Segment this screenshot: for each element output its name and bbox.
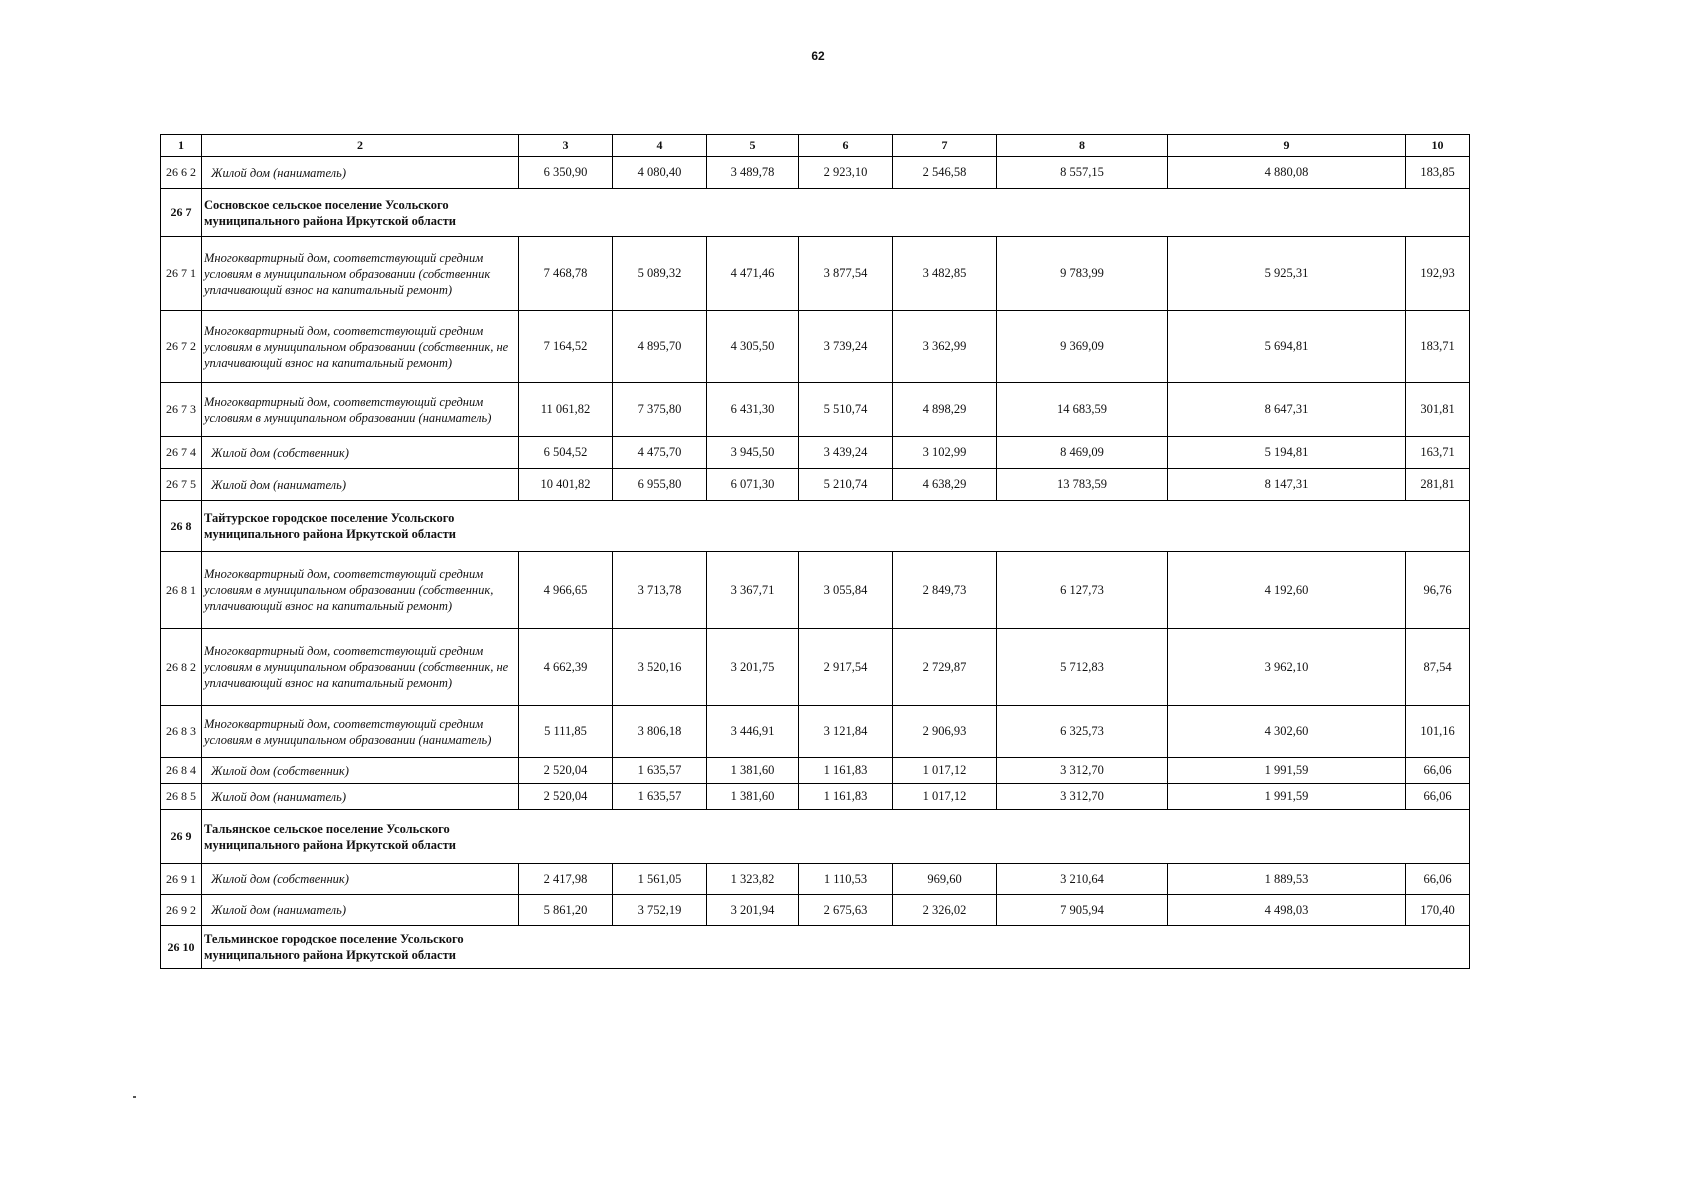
value-col-3: 11 061,82: [519, 383, 613, 437]
value-col-6: 3 439,24: [799, 437, 893, 469]
value-col-5: 3 367,71: [707, 552, 799, 629]
value-col-3: 5 111,85: [519, 706, 613, 758]
value-col-9: 3 962,10: [1168, 629, 1406, 706]
value-col-10: 66,06: [1406, 864, 1470, 895]
row-description: Многоквартирный дом, соответствующий средним условиям в муниципальном образовании (собственник, уплачивающий взнос на капитальный ремонт): [202, 552, 519, 629]
header-row: [161, 135, 1470, 157]
section-title-cell: [202, 501, 1470, 552]
section-title: Тальянское сельское поселение Усольского муниципального района Иркутской области: [204, 821, 456, 852]
value-col-6: 1 161,83: [799, 758, 893, 784]
value-col-7: 1 017,12: [893, 758, 997, 784]
value-col-3: 4 662,39: [519, 629, 613, 706]
header-col-8: 8: [997, 135, 1168, 157]
section-number: 26 9: [161, 810, 202, 864]
row-number: 26 6 2: [161, 157, 202, 189]
value-col-5: 3 945,50: [707, 437, 799, 469]
header-col-9: 9: [1168, 135, 1406, 157]
header-col-5: 5: [707, 135, 799, 157]
value-col-10: 183,85: [1406, 157, 1470, 189]
value-col-9: 4 880,08: [1168, 157, 1406, 189]
value-col-6: 3 877,54: [799, 237, 893, 311]
value-col-10: 192,93: [1406, 237, 1470, 311]
value-col-3: 7 164,52: [519, 311, 613, 383]
value-col-9: 5 925,31: [1168, 237, 1406, 311]
value-col-6: 5 510,74: [799, 383, 893, 437]
header-col-10: 10: [1406, 135, 1470, 157]
row-description: Жилой дом (собственник): [202, 437, 519, 469]
value-col-8: 3 210,64: [997, 864, 1168, 895]
value-col-10: 183,71: [1406, 311, 1470, 383]
value-col-5: 3 489,78: [707, 157, 799, 189]
value-col-7: 4 898,29: [893, 383, 997, 437]
row-number: 26 9 2: [161, 895, 202, 926]
value-col-4: 5 089,32: [613, 237, 707, 311]
value-col-5: 4 471,46: [707, 237, 799, 311]
header-col-4: 4: [613, 135, 707, 157]
row-number: 26 7 3: [161, 383, 202, 437]
row-description: Жилой дом (собственник): [202, 864, 519, 895]
row-number: 26 7 4: [161, 437, 202, 469]
value-col-9: 8 647,31: [1168, 383, 1406, 437]
value-col-5: 1 323,82: [707, 864, 799, 895]
value-col-9: 1 991,59: [1168, 758, 1406, 784]
value-col-7: 2 906,93: [893, 706, 997, 758]
row-description: Многоквартирный дом, соответствующий средним условиям в муниципальном образовании (собственник уплачивающий взнос на капитальный ремонт): [202, 237, 519, 311]
scan-artifact: [133, 1096, 136, 1098]
row-description: Жилой дом (наниматель): [202, 784, 519, 810]
row-description: Жилой дом (наниматель): [202, 157, 519, 189]
value-col-9: 1 991,59: [1168, 784, 1406, 810]
tariff-table: [160, 134, 1470, 969]
table-row: [161, 311, 1470, 383]
value-col-4: 3 806,18: [613, 706, 707, 758]
value-col-9: 4 302,60: [1168, 706, 1406, 758]
table-row: [161, 895, 1470, 926]
value-col-9: 5 694,81: [1168, 311, 1406, 383]
value-col-6: 5 210,74: [799, 469, 893, 501]
value-col-7: 2 849,73: [893, 552, 997, 629]
value-col-5: 1 381,60: [707, 758, 799, 784]
value-col-8: 3 312,70: [997, 784, 1168, 810]
value-col-9: 4 498,03: [1168, 895, 1406, 926]
row-number: 26 8 1: [161, 552, 202, 629]
value-col-8: 6 325,73: [997, 706, 1168, 758]
value-col-3: 6 504,52: [519, 437, 613, 469]
value-col-6: 3 739,24: [799, 311, 893, 383]
row-description: Многоквартирный дом, соответствующий средним условиям в муниципальном образовании (собственник, не уплачивающий взнос на капитальный ремонт): [202, 629, 519, 706]
value-col-3: 2 417,98: [519, 864, 613, 895]
row-description: Многоквартирный дом, соответствующий средним условиям в муниципальном образовании (наниматель): [202, 383, 519, 437]
section-number: 26 8: [161, 501, 202, 552]
page-number: 62: [811, 49, 825, 63]
value-col-4: 6 955,80: [613, 469, 707, 501]
value-col-3: 2 520,04: [519, 784, 613, 810]
value-col-9: 5 194,81: [1168, 437, 1406, 469]
value-col-5: 3 446,91: [707, 706, 799, 758]
value-col-3: 7 468,78: [519, 237, 613, 311]
value-col-7: 3 362,99: [893, 311, 997, 383]
section-row: [161, 926, 1470, 969]
value-col-7: 2 326,02: [893, 895, 997, 926]
table-row: [161, 437, 1470, 469]
row-description: Многоквартирный дом, соответствующий средним условиям в муниципальном образовании (собственник, не уплачивающий взнос на капитальный ремонт): [202, 311, 519, 383]
section-title: Тайтурское городское поселение Усольского муниципального района Иркутской области: [204, 511, 456, 541]
section-row: [161, 810, 1470, 864]
table-row: [161, 784, 1470, 810]
table-row: [161, 552, 1470, 629]
value-col-5: 1 381,60: [707, 784, 799, 810]
row-description: Многоквартирный дом, соответствующий средним условиям в муниципальном образовании (наниматель): [202, 706, 519, 758]
value-col-10: 281,81: [1406, 469, 1470, 501]
header-col-6: 6: [799, 135, 893, 157]
value-col-10: 163,71: [1406, 437, 1470, 469]
value-col-10: 66,06: [1406, 758, 1470, 784]
table-row: [161, 469, 1470, 501]
value-col-3: 2 520,04: [519, 758, 613, 784]
table-row: [161, 629, 1470, 706]
header-col-3: 3: [519, 135, 613, 157]
value-col-10: 170,40: [1406, 895, 1470, 926]
value-col-8: 3 312,70: [997, 758, 1168, 784]
value-col-9: 8 147,31: [1168, 469, 1406, 501]
table-row: [161, 157, 1470, 189]
value-col-7: 3 482,85: [893, 237, 997, 311]
table-row: [161, 237, 1470, 311]
value-col-7: 3 102,99: [893, 437, 997, 469]
value-col-5: 6 071,30: [707, 469, 799, 501]
section-title-cell: [202, 926, 1470, 969]
section-row: [161, 501, 1470, 552]
row-number: 26 8 5: [161, 784, 202, 810]
value-col-7: 969,60: [893, 864, 997, 895]
value-col-8: 9 783,99: [997, 237, 1168, 311]
section-number: 26 10: [161, 926, 202, 969]
value-col-4: 4 475,70: [613, 437, 707, 469]
table-row: [161, 864, 1470, 895]
value-col-9: 4 192,60: [1168, 552, 1406, 629]
value-col-8: 14 683,59: [997, 383, 1168, 437]
header-col-7: 7: [893, 135, 997, 157]
value-col-6: 2 923,10: [799, 157, 893, 189]
value-col-4: 3 520,16: [613, 629, 707, 706]
value-col-8: 13 783,59: [997, 469, 1168, 501]
row-number: 26 8 4: [161, 758, 202, 784]
section-number: 26 7: [161, 189, 202, 237]
value-col-9: 1 889,53: [1168, 864, 1406, 895]
header-col-1: 1: [161, 135, 202, 157]
value-col-8: 8 557,15: [997, 157, 1168, 189]
value-col-10: 66,06: [1406, 784, 1470, 810]
value-col-7: 2 729,87: [893, 629, 997, 706]
value-col-4: 3 713,78: [613, 552, 707, 629]
section-title-cell: [202, 810, 1470, 864]
row-number: 26 8 3: [161, 706, 202, 758]
value-col-6: 1 161,83: [799, 784, 893, 810]
value-col-10: 96,76: [1406, 552, 1470, 629]
table-row: [161, 383, 1470, 437]
row-number: 26 7 2: [161, 311, 202, 383]
value-col-3: 4 966,65: [519, 552, 613, 629]
value-col-6: 2 675,63: [799, 895, 893, 926]
value-col-6: 3 121,84: [799, 706, 893, 758]
value-col-5: 3 201,94: [707, 895, 799, 926]
value-col-5: 4 305,50: [707, 311, 799, 383]
section-row: [161, 189, 1470, 237]
value-col-4: 7 375,80: [613, 383, 707, 437]
header-col-2: 2: [202, 135, 519, 157]
section-title: Сосновское сельское поселение Усольского муниципального района Иркутской области: [204, 197, 456, 228]
table-row: [161, 706, 1470, 758]
row-description: Жилой дом (собственник): [202, 758, 519, 784]
section-title-cell: [202, 189, 1470, 237]
row-number: 26 9 1: [161, 864, 202, 895]
value-col-4: 4 895,70: [613, 311, 707, 383]
table-row: [161, 758, 1470, 784]
value-col-3: 6 350,90: [519, 157, 613, 189]
value-col-8: 9 369,09: [997, 311, 1168, 383]
value-col-8: 6 127,73: [997, 552, 1168, 629]
value-col-4: 1 635,57: [613, 758, 707, 784]
value-col-6: 3 055,84: [799, 552, 893, 629]
value-col-8: 5 712,83: [997, 629, 1168, 706]
value-col-10: 87,54: [1406, 629, 1470, 706]
row-number: 26 7 1: [161, 237, 202, 311]
value-col-6: 2 917,54: [799, 629, 893, 706]
row-number: 26 7 5: [161, 469, 202, 501]
value-col-3: 5 861,20: [519, 895, 613, 926]
value-col-4: 4 080,40: [613, 157, 707, 189]
row-description: Жилой дом (наниматель): [202, 895, 519, 926]
value-col-5: 6 431,30: [707, 383, 799, 437]
value-col-7: 2 546,58: [893, 157, 997, 189]
value-col-10: 101,16: [1406, 706, 1470, 758]
value-col-3: 10 401,82: [519, 469, 613, 501]
row-description: Жилой дом (наниматель): [202, 469, 519, 501]
value-col-8: 8 469,09: [997, 437, 1168, 469]
value-col-4: 3 752,19: [613, 895, 707, 926]
value-col-7: 1 017,12: [893, 784, 997, 810]
value-col-7: 4 638,29: [893, 469, 997, 501]
value-col-6: 1 110,53: [799, 864, 893, 895]
value-col-8: 7 905,94: [997, 895, 1168, 926]
value-col-4: 1 561,05: [613, 864, 707, 895]
row-number: 26 8 2: [161, 629, 202, 706]
section-title: Тельминское городское поселение Усольского муниципального района Иркутской области: [204, 932, 464, 962]
value-col-10: 301,81: [1406, 383, 1470, 437]
value-col-4: 1 635,57: [613, 784, 707, 810]
value-col-5: 3 201,75: [707, 629, 799, 706]
